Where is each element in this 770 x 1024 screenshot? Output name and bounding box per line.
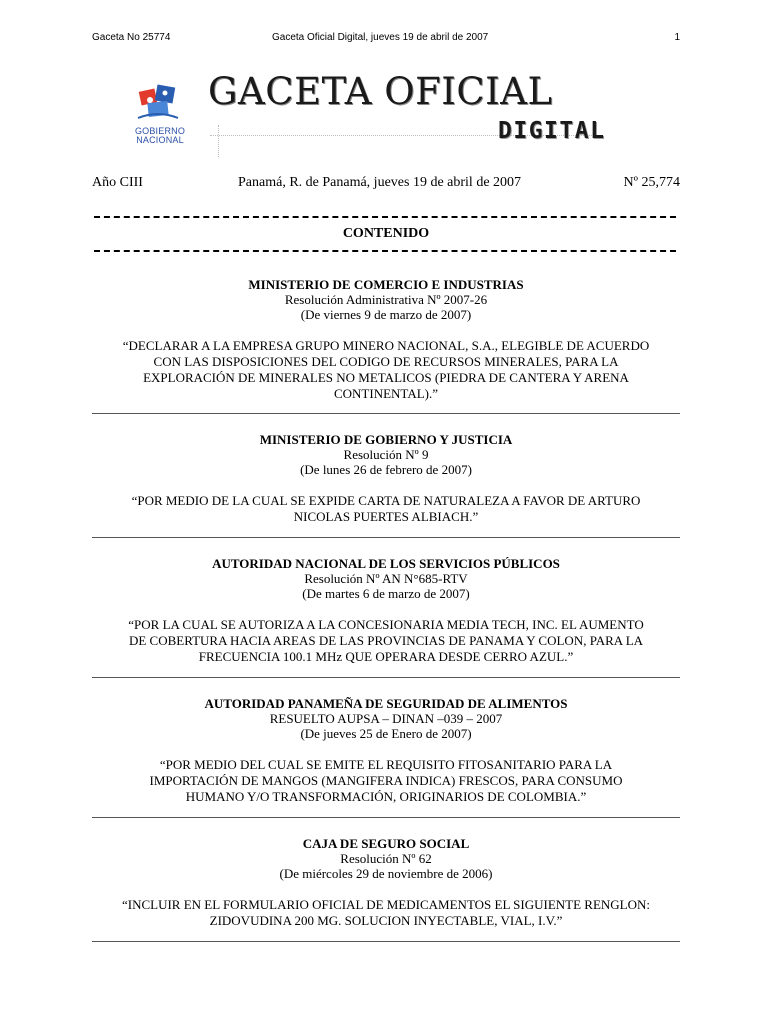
entry-divider bbox=[92, 677, 680, 678]
entry-divider bbox=[92, 413, 680, 414]
entry-divider bbox=[92, 817, 680, 818]
contents-entry bbox=[92, 432, 680, 525]
document-date: (De viernes 9 de marzo de 2007) bbox=[300, 307, 472, 322]
summary-line: CONTINENTAL).” bbox=[333, 386, 438, 401]
entry-summary bbox=[92, 493, 680, 525]
dateline bbox=[92, 175, 680, 193]
document-reference: Resolución Administrativa Nº 2007-26 bbox=[284, 292, 488, 307]
document-reference: Resolución Nº 62 bbox=[340, 851, 432, 866]
summary-line: EXPLORACIÓN DE MINERALES NO METALICOS (PIEDRA DE CANTERA Y ARENA bbox=[143, 370, 629, 385]
masthead bbox=[118, 70, 618, 165]
logo-line-2: NACIONAL bbox=[136, 135, 184, 145]
document-reference: Resolución Nº 9 bbox=[343, 447, 429, 462]
dashed-separator-bottom bbox=[94, 250, 676, 252]
summary-line: “POR LA CUAL SE AUTORIZA A LA CONCESIONARIA MEDIA TECH, INC. EL AUMENTO bbox=[128, 617, 644, 632]
summary-line: CON LAS DISPOSICIONES DEL CODIGO DE RECURSOS MINERALES, PARA LA bbox=[153, 354, 619, 369]
contents-heading: CONTENIDO bbox=[342, 226, 430, 241]
issue-date: Panamá, R. de Panamá, jueves 19 de abril de 2007 bbox=[238, 175, 522, 190]
contents-entry bbox=[92, 836, 680, 929]
masthead-subtitle: DIGITAL bbox=[498, 118, 606, 144]
contents-entry bbox=[92, 277, 680, 402]
entry-divider bbox=[92, 941, 680, 942]
summary-line: FRECUENCIA 100.1 MHz QUE OPERARA DESDE CERRO AZUL.” bbox=[198, 649, 574, 664]
page-number: 1 bbox=[674, 32, 680, 43]
entry-summary bbox=[92, 617, 680, 665]
logo-text bbox=[122, 127, 198, 145]
entry-summary bbox=[92, 897, 680, 929]
document-date: (De martes 6 de marzo de 2007) bbox=[302, 586, 470, 601]
document-date: (De miércoles 29 de noviembre de 2006) bbox=[279, 866, 493, 881]
contents-entry bbox=[92, 696, 680, 805]
issuing-body: AUTORIDAD NACIONAL DE LOS SERVICIOS PÚBLICOS bbox=[212, 556, 560, 571]
summary-line: “POR MEDIO DEL CUAL SE EMITE EL REQUISITO FITOSANITARIO PARA LA bbox=[159, 757, 613, 772]
summary-line: “POR MEDIO DE LA CUAL SE EXPIDE CARTA DE NATURALEZA A FAVOR DE ARTURO bbox=[131, 493, 641, 508]
issuing-body: CAJA DE SEGURO SOCIAL bbox=[302, 836, 470, 851]
masthead-vertical-rule bbox=[218, 125, 219, 157]
issuing-body: MINISTERIO DE GOBIERNO Y JUSTICIA bbox=[259, 432, 513, 447]
running-header bbox=[92, 32, 680, 46]
logo-flag-icon bbox=[118, 80, 198, 130]
summary-line: ZIDOVUDINA 200 MG. SOLUCION INYECTABLE, VIAL, I.V.” bbox=[209, 913, 563, 928]
contents-entry bbox=[92, 556, 680, 665]
summary-line: “INCLUIR EN EL FORMULARIO OFICIAL DE MEDICAMENTOS EL SIGUIENTE RENGLON: bbox=[121, 897, 651, 912]
masthead-title: GACETA OFICIAL bbox=[208, 70, 553, 113]
document-reference: RESUELTO AUPSA – DINAN –039 – 2007 bbox=[269, 711, 503, 726]
gazette-number-header: Gaceta No 25774 bbox=[92, 32, 171, 43]
dashed-separator-top bbox=[94, 216, 676, 218]
document-date: (De jueves 25 de Enero de 2007) bbox=[300, 726, 472, 741]
summary-line: HUMANO Y/O TRANSFORMACIÓN, ORIGINARIOS DE COLOMBIA.” bbox=[185, 789, 587, 804]
gobierno-nacional-logo bbox=[118, 80, 198, 150]
document-reference: Resolución Nº AN N°685-RTV bbox=[304, 571, 468, 586]
document-date: (De lunes 26 de febrero de 2007) bbox=[300, 462, 472, 477]
volume-year: Año CIII bbox=[92, 175, 143, 190]
gazette-title-header: Gaceta Oficial Digital, jueves 19 de abril de 2007 bbox=[272, 32, 489, 43]
entry-summary bbox=[92, 338, 680, 402]
summary-line: IMPORTACIÓN DE MANGOS (MANGIFERA INDICA) FRESCOS, PARA CONSUMO bbox=[149, 773, 623, 788]
issuing-body: AUTORIDAD PANAMEÑA DE SEGURIDAD DE ALIMENTOS bbox=[204, 696, 568, 711]
issuing-body: MINISTERIO DE COMERCIO E INDUSTRIAS bbox=[248, 277, 524, 292]
summary-line: DE COBERTURA HACIA AREAS DE LAS PROVINCIAS DE PANAMA Y COLON, PARA LA bbox=[128, 633, 644, 648]
entry-summary bbox=[92, 757, 680, 805]
entry-divider bbox=[92, 537, 680, 538]
summary-line: NICOLAS PUERTES ALBIACH.” bbox=[293, 509, 479, 524]
summary-line: “DECLARAR A LA EMPRESA GRUPO MINERO NACIONAL, S.A., ELEGIBLE DE ACUERDO bbox=[122, 338, 650, 353]
logo-line-1: GOBIERNO bbox=[134, 126, 186, 136]
issue-number: Nº 25,774 bbox=[623, 175, 680, 190]
